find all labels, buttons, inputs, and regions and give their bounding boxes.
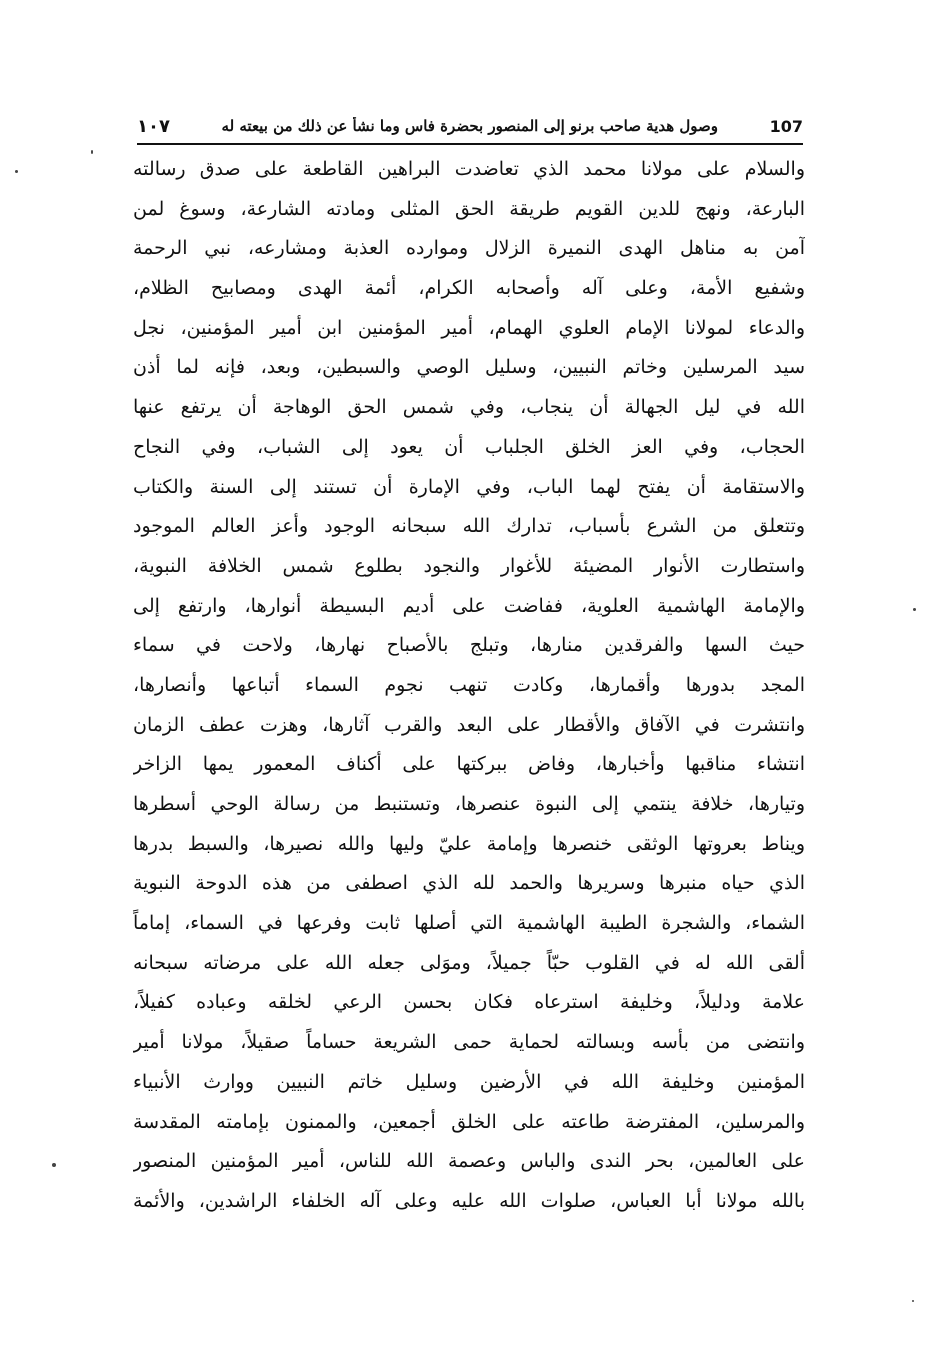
text-line: والسلام على مولانا محمد الذي تعاضدت البراهين القاطعة على صدق رسالته [133, 158, 805, 180]
text-line: علامة ودليلاً، وخليفة استرعاه فكان بحسن الرعي لخلقه وعباده كفيلاً، [133, 991, 805, 1014]
scan-speck [15, 170, 18, 173]
scan-speck [913, 608, 916, 611]
running-title: وصول هدية صاحب برنو إلى المنصور بحضرة فاس وما نشأ عن ذلك من بيعته له [221, 117, 719, 135]
text-line: والمرسلين، المفترضة طاعته على الخلق أجمعين، والممنون بإمامته المقدسة [133, 1110, 805, 1133]
text-line: ألقى الله له في القلوب حبّاً جميلاً، وموَلى جعله الله على مرضاته سبحانه [133, 951, 805, 974]
text-line: سيد المرسلين وخاتم النبيين، وسليل الوصي والسبطين، وبعد، فإنه لما أذن [133, 356, 805, 379]
text-line: وتتعلق من الشرع بأسباب، تدارك الله سبحانه الوجود وأعز العالم الموجود [133, 515, 805, 538]
text-line: الحجاب، وفي العز الخلق الجلباب أن يعود إلى الشباب، وفي النجاح [133, 435, 805, 458]
text-line: والاستقامة أن يفتح لهما الباب، وفي الإمارة أن تستند إلى السنة والكتاب [133, 475, 805, 498]
text-line: البارعة، ونهج للدين القويم طريقة الحق المثلى ومادته الشارعة، وسوغ لمن [133, 197, 805, 220]
page-number-arabic: ١٠٧ [137, 115, 170, 137]
text-line: المجد بدورها وأقمارها، وكادت تنهب نجوم السماء أتباعها وأنصارها، [133, 673, 805, 696]
text-line: الله في ليل الجهالة أن ينجاب، وفي شمس الحق الوهاجة أن يرتفع عنها [133, 396, 805, 419]
text-line: واستطارت الأنوار المضيئة للأغوار والنجود بطلوع شمس الخلافة النبوية، [133, 554, 805, 577]
text-line: وانتشرت في الآفاق والأقطار على البعد والقرب آثارها، وهزت عطف الزمان [133, 713, 805, 736]
scan-speck [91, 150, 93, 154]
text-line: الذي حياه منبرها وسريرها والحمد لله الذي اصطفى من هذه الدوحة النبوية [133, 872, 805, 895]
text-line: وشفيع الأمة، وعلى آله وأصحابه الكرام، أئمة الهدى ومصابيح الظلام، [133, 277, 805, 300]
text-line: وانتضى من بأسه وبسالته لحماية حمى الشريعة حساماً صقيلاً، مولانا أمير [133, 1031, 805, 1054]
scan-speck [912, 1300, 914, 1302]
page-number: 107 [769, 116, 803, 136]
text-line: آمن به مناهل الهدى النميرة الزلال وموارده العذبة ومشارعه، نبي الرحمة [133, 237, 805, 260]
text-line: حيث السها والفرقدين منارها، وتبلج بالأصباح نهارها، ولاحت في سماء [133, 634, 805, 657]
text-line: والدعاء لمولانا الإمام العلوي الهمام، أمير المؤمنين ابن أمير المؤمنين، نجل [133, 316, 805, 339]
text-line: بالله مولانا أبا العباس، صلوات الله عليه وعلى آله الخلفاء الراشدين، والأئمة [133, 1189, 805, 1212]
text-line: على العالمين، بحر الندى والباس وعصمة الله للناس، أمير المؤمنين المنصور [133, 1150, 805, 1173]
text-line: ويناط بعروتها الوثقى خنصرها وإمامة عليّ وليها والله نصيرها، والسبط بدرها [133, 832, 805, 855]
body-text [133, 150, 805, 1222]
text-line: وتيارها، خلافة ينتمي إلى النبوة عنصرها، وتستنبط من رسالة الوحي أسطرها [133, 793, 805, 815]
text-line: انتشاء مناقبها وأخبارها، وفاض ببركتها على أكناف المعمور يمها الزاخر [133, 753, 805, 776]
text-line: الشماء، والشجرة الطيبة الهاشمية التي أصلها ثابت وفرعها في السماء، إماماً [133, 912, 805, 935]
text-line: والإمامة الهاشمية العلوية، ففاضت على أديم البسيطة أنوارها، وارتفع إلى [133, 594, 805, 617]
page-header [137, 111, 803, 141]
header-rule [137, 143, 803, 145]
text-line: المؤمنين وخليفة الله في الأرضين وسليل خاتم النبيين ووارث الأنبياء [133, 1070, 805, 1093]
scan-speck [52, 1163, 56, 1167]
